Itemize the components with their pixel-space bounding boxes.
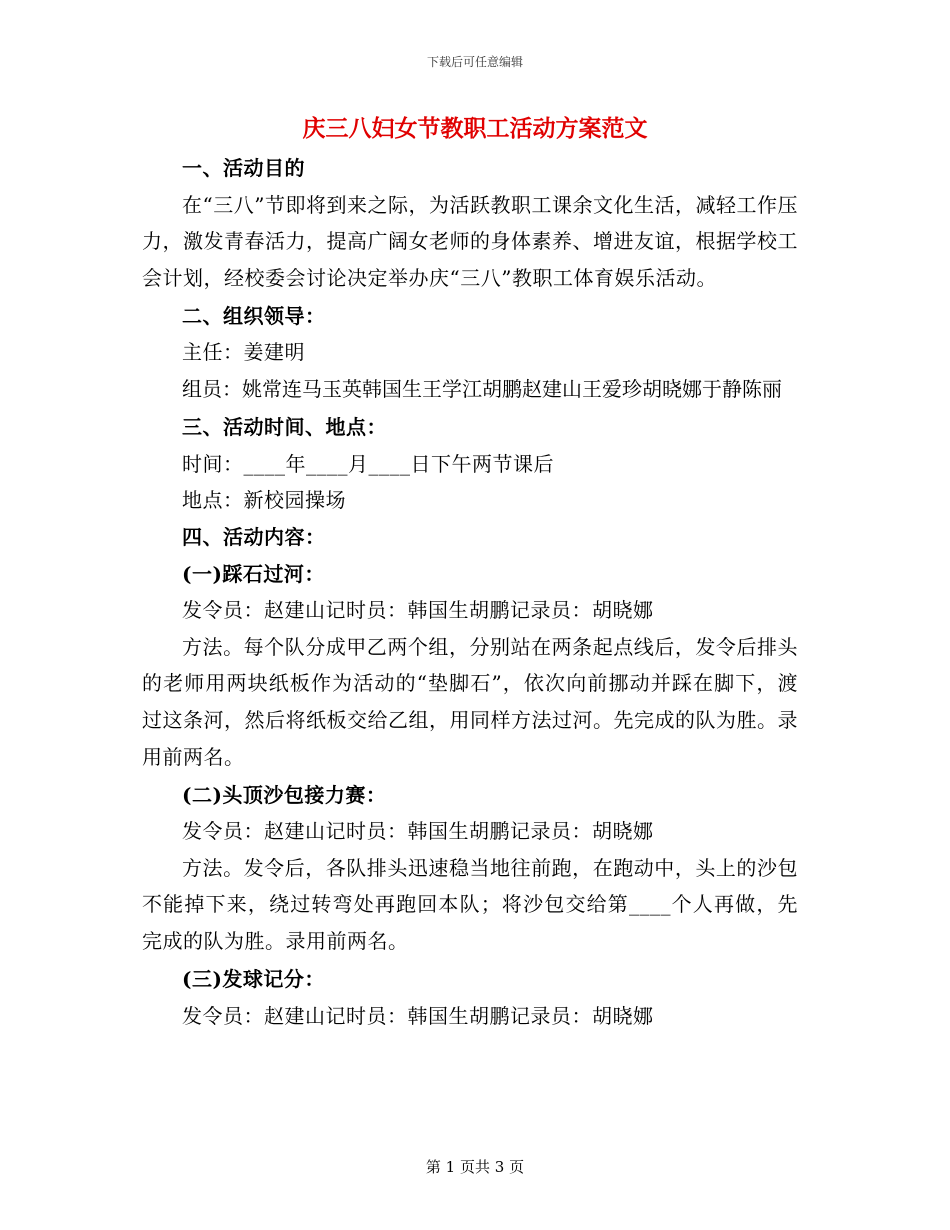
page-footer: 第 1 页共 3 页 (425, 1158, 525, 1176)
paragraph-officials-2: 发令员：赵建山记时员：韩国生胡鹏记录员：胡晓娜 (182, 819, 654, 844)
paragraph-purpose: 在“三八”节即将到来之际，为活跃教职工课余文化生活，减轻工作压力，激发青春活力，提高广阔女老师的身体素养、增进友谊，根据学校工会计划，经校委会讨论决定举办庆“三八”教职工体育娱乐活动。 (142, 192, 798, 290)
section-heading-time-place: 三、活动时间、地点： (182, 415, 387, 440)
paragraph-method-2: 方法。发令后，各队排头迅速稳当地往前跑，在跑动中，头上的沙包不能掉下来，绕过转弯处再跑回本队；将沙包交给第____个人再做，先完成的队为胜。录用前两名。 (142, 855, 798, 953)
subheading-serve-scoring: (三)发球记分： (182, 967, 325, 992)
subheading-stepping-stones: (一)踩石过河： (182, 561, 325, 586)
paragraph-officials-1: 发令员：赵建山记时员：韩国生胡鹏记录员：胡晓娜 (182, 598, 654, 623)
document-body (142, 150, 798, 1034)
section-heading-leadership: 二、组织领导： (182, 303, 326, 328)
paragraph-officials-3: 发令员：赵建山记时员：韩国生胡鹏记录员：胡晓娜 (182, 1003, 654, 1028)
paragraph-director: 主任：姜建明 (182, 340, 305, 365)
paragraph-time: 时间：____年____月____日下午两节课后 (182, 451, 554, 476)
paragraph-members: 组员：姚常连马玉英韩国生王学江胡鹏赵建山王爱珍胡晓娜于静陈丽 (182, 377, 782, 402)
section-heading-purpose: 一、活动目的 (182, 156, 305, 180)
section-heading-content: 四、活动内容： (182, 524, 326, 549)
document-title: 庆三八妇女节教职工活动方案范文 (302, 115, 648, 142)
subheading-sandbag-relay: (二)头顶沙包接力赛： (182, 782, 387, 807)
paragraph-method-1: 方法。每个队分成甲乙两个组，分别站在两条起点线后，发令后排头的老师用两块纸板作为活动的“垫脚石”，依次向前挪动并踩在脚下，渡过这条河，然后将纸板交给乙组，用同样方法过河。先完成的队为胜。录用前两名。 (142, 634, 798, 769)
page-header: 下载后可任意编辑 (426, 55, 523, 69)
paragraph-place: 地点：新校园操场 (182, 488, 346, 513)
